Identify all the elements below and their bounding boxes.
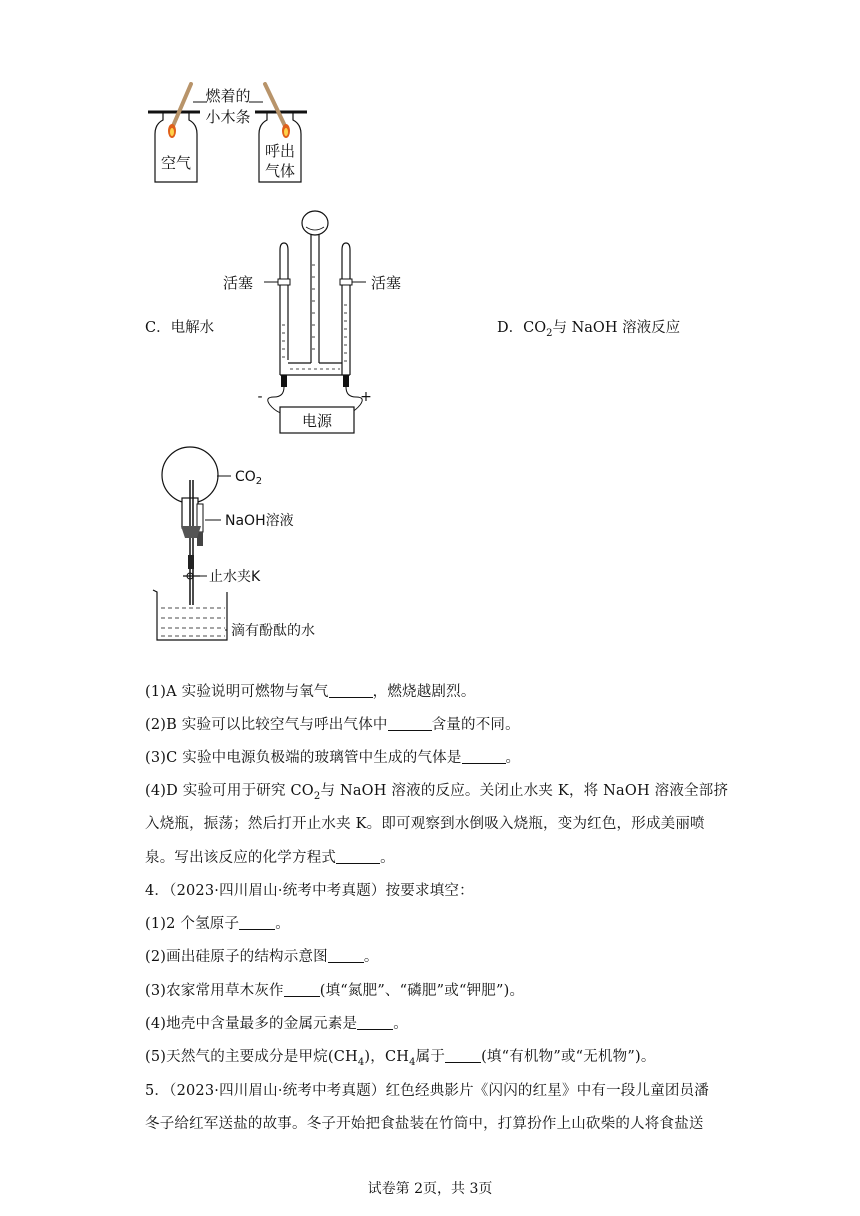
answer-blank[interactable] (388, 716, 432, 731)
valve-left-label: 活塞 (222, 274, 254, 292)
figure-b-burning-splints (145, 82, 315, 187)
phenolphthalein-water-label: 滴有酚酞的水 (231, 623, 315, 639)
q5-line-1: 5．（2023·四川眉山·统考中考真题）红色经典影片《闪闪的红星》中有一段儿童团员潘 (145, 1083, 709, 1099)
answer-blank[interactable] (357, 1015, 393, 1030)
bottle-exhaled-label-1: 呼出 (264, 142, 296, 160)
q4-part-4: (4)地壳中含量最多的金属元素是 。 (145, 1016, 408, 1032)
q3-part-4-line-2: 入烧瓶，振荡；然后打开止水夹 K。即可观察到水倒吸入烧瓶，变为红色，形成美丽喷 (145, 816, 705, 832)
naoh-solution-label: NaOH溶液 (225, 513, 294, 529)
q3-part-2: (2)B 实验可以比较空气与呼出气体中 含量的不同。 (145, 717, 520, 733)
page-footer: 试卷第 2页，共 3页 (367, 1181, 493, 1197)
answer-blank[interactable] (329, 683, 373, 698)
option-c-label: C．电解水 (145, 320, 215, 336)
q4-stem: 4．（2023·四川眉山·统考中考真题）按要求填空： (145, 883, 474, 899)
figure-b-caption-2: 小木条 (205, 108, 251, 126)
q4-part-2: (2)画出硅原子的结构示意图 。 (145, 949, 379, 965)
answer-blank[interactable] (328, 948, 364, 963)
q5-line-2: 冬子给红军送盐的故事。冬子开始把食盐装在竹筒中，打算扮作上山砍柴的人将食盐送 (145, 1116, 704, 1132)
positive-terminal-label: + (360, 389, 372, 405)
q3-part-3: (3)C 实验中电源负极端的玻璃管中生成的气体是 。 (145, 750, 521, 766)
q3-part-4-line-3: 泉。写出该反应的化学方程式 。 (145, 850, 395, 866)
figure-c-electrolysis (220, 205, 420, 437)
q4-part-3: (3)农家常用草木灰作 (填“氮肥”、“磷肥”或“钾肥”)。 (145, 983, 525, 999)
q3-part-1: (1)A 实验说明可燃物与氧气 ，燃烧越剧烈。 (145, 684, 476, 700)
valve-right-label: 活塞 (370, 274, 402, 292)
figure-d-co2-fountain (145, 440, 345, 655)
q3-part-4-line-1: (4)D 实验可用于研究 $CO_2$与 NaOH 溶液的反应。关闭止水夹 K，将 NaOH 溶液全部挤 (145, 783, 729, 802)
figure-b-caption-1: 燃着的 (205, 87, 251, 105)
bottle-exhaled-label-2: 气体 (264, 162, 296, 180)
co2-label: $CO_2$ (235, 469, 263, 487)
option-d-label: D．$CO_2$与 NaOH 溶液反应 (497, 320, 681, 339)
answer-blank[interactable] (284, 982, 320, 997)
answer-blank[interactable] (445, 1048, 481, 1063)
q4-part-5: (5)天然气的主要成分是甲烷$(CH_4)$，$CH_4$属于 (填“有机物”或“无机物”)。 (145, 1049, 656, 1068)
water-clamp-label: 止水夹K (209, 569, 261, 585)
answer-blank[interactable] (239, 915, 275, 930)
q4-part-1: (1)2 个氢原子 。 (145, 916, 290, 932)
power-source-label: 电源 (301, 412, 333, 430)
answer-blank[interactable] (462, 749, 506, 764)
negative-terminal-label: - (257, 389, 263, 405)
bottle-air-label: 空气 (160, 154, 192, 172)
answer-blank[interactable] (336, 849, 380, 864)
